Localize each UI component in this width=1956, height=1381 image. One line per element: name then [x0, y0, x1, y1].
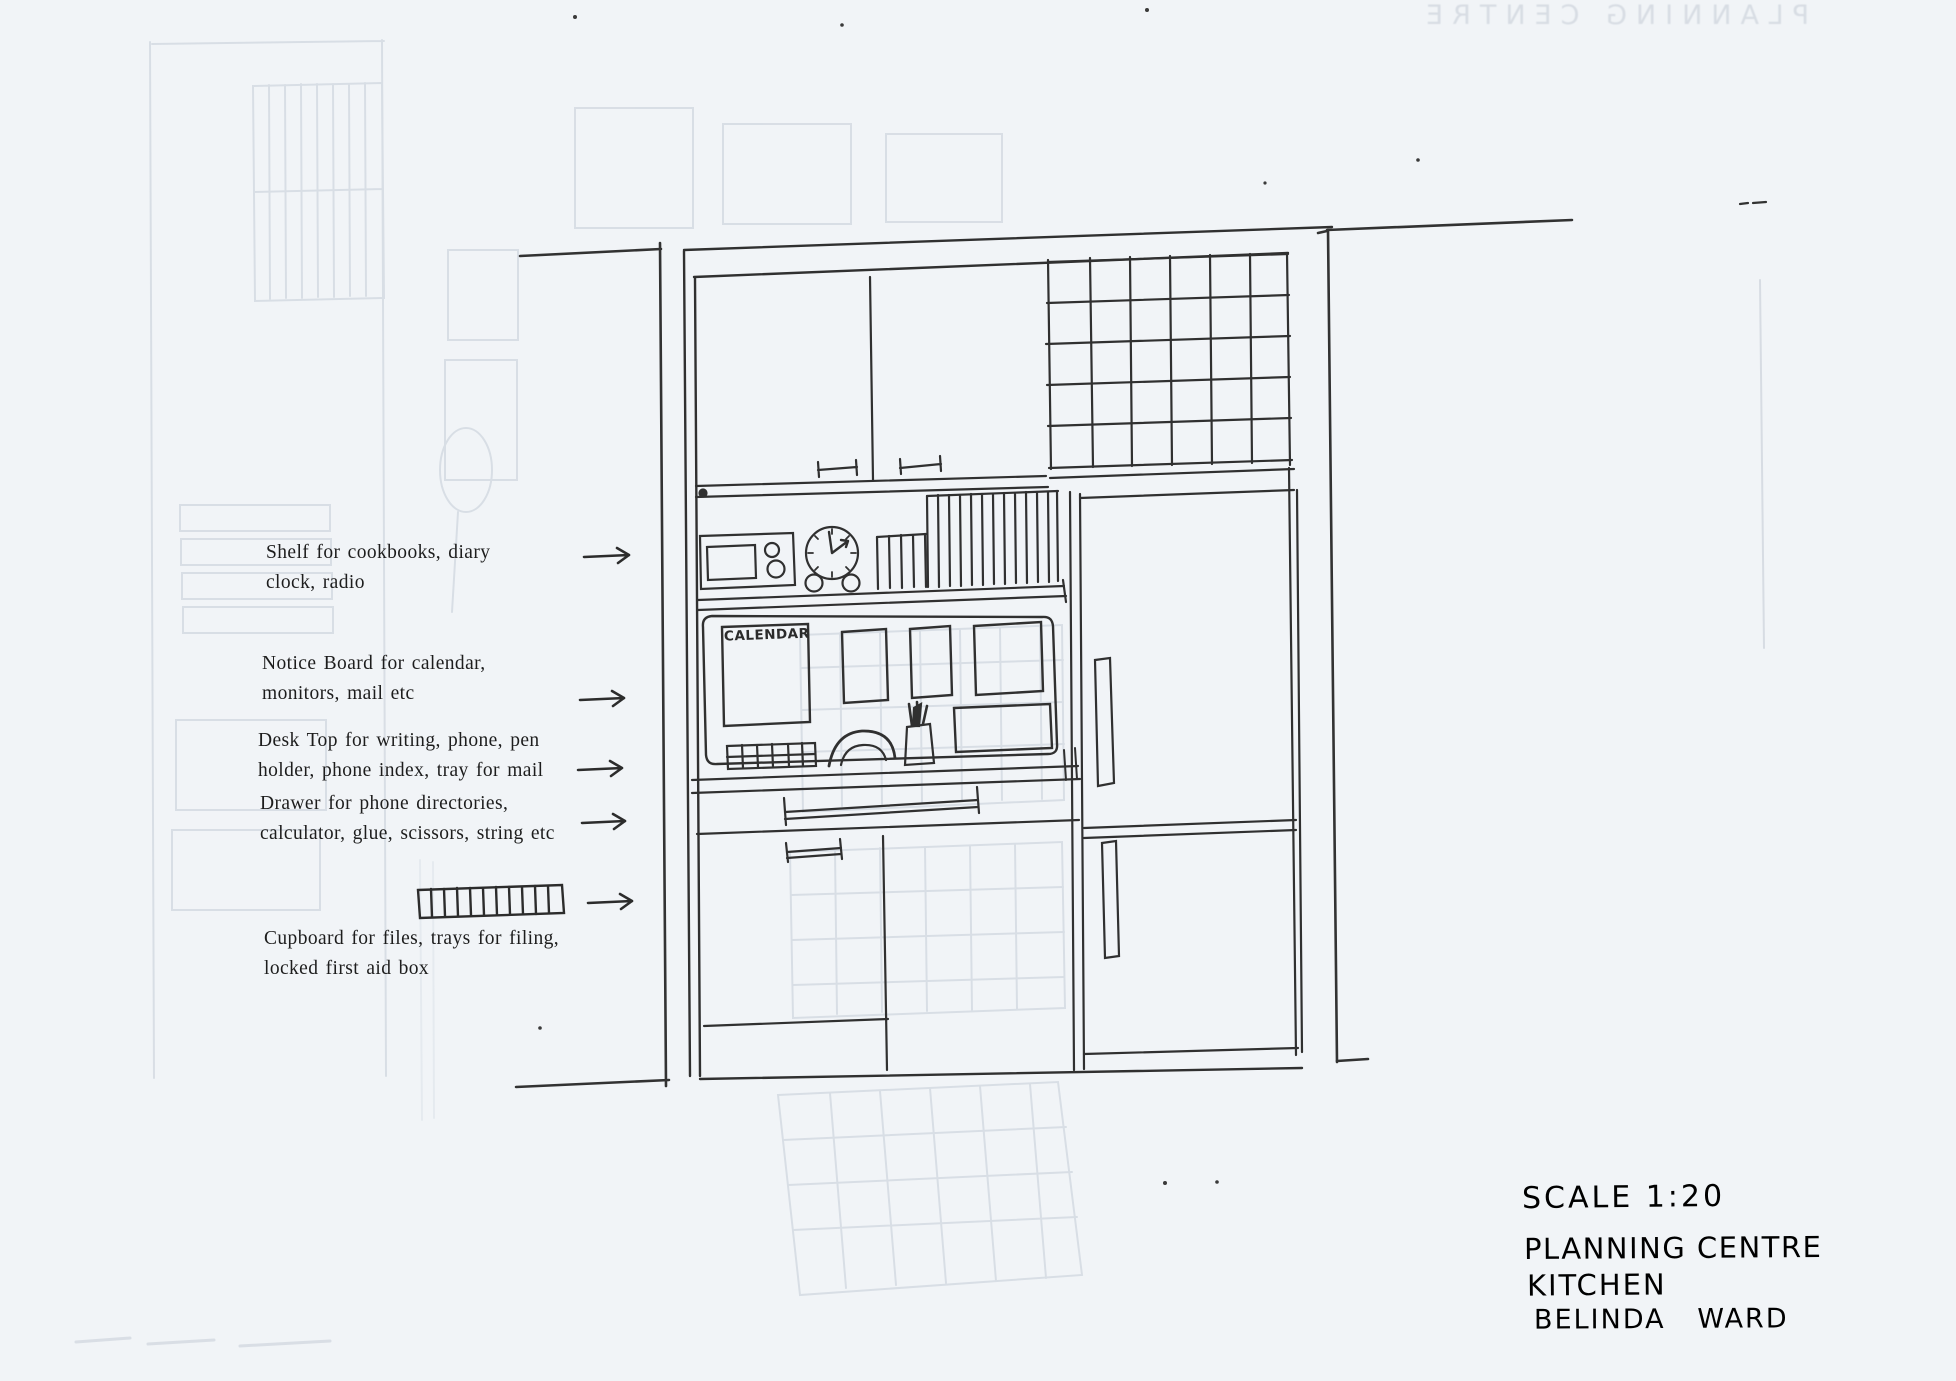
cabinet-handle-right	[900, 456, 941, 474]
arrow-notice-board	[580, 691, 624, 706]
base-cupboard	[704, 836, 888, 1070]
desk-top-items	[692, 702, 1080, 793]
label-cupboard	[264, 924, 559, 984]
label-shelf-line1: Shelf for cookbooks, diary	[266, 542, 491, 563]
label-shelf-line2: clock, radio	[266, 572, 365, 593]
project-title: PLANNING CENTRE	[1523, 1229, 1823, 1267]
cupboard-hatch-symbol	[418, 885, 564, 918]
scan-specks	[538, 8, 1420, 1185]
clock-icon	[806, 527, 860, 592]
ghost-title-bleed: PLANNING CENTRE	[1417, 0, 1809, 31]
author-name: BELINDA WARD	[1533, 1303, 1789, 1336]
phone-index-tray	[727, 743, 816, 769]
upper-cabinets	[696, 277, 1048, 497]
arrow-cupboard	[588, 894, 632, 909]
tall-door-handle-upper	[1095, 658, 1114, 786]
label-cupboard-line2: locked first aid box	[264, 958, 430, 979]
label-notice-board-line2: monitors, mail etc	[262, 683, 415, 704]
arrow-shelf	[584, 548, 629, 563]
cabinet-handle-left	[818, 460, 857, 477]
cookbooks	[877, 491, 1058, 589]
desk-drawer	[697, 787, 1079, 834]
leader-arrows	[578, 548, 632, 909]
label-desk-top-line1: Desk Top for writing, phone, pen	[258, 730, 540, 751]
label-drawer-line2: calculator, glue, scissors, string etc	[260, 823, 555, 844]
label-desk-top	[258, 726, 543, 786]
tall-cabinet	[1070, 468, 1302, 1070]
calendar-label: CALENDAR	[723, 625, 810, 645]
wine-rack	[1046, 253, 1294, 478]
arrow-drawer	[582, 814, 625, 829]
shelf-knob	[700, 490, 707, 497]
label-shelf	[266, 538, 490, 598]
open-shelf	[698, 490, 1066, 611]
label-drawer	[260, 789, 555, 849]
label-desk-top-line2: holder, phone index, tray for mail	[258, 760, 544, 781]
unit-outline	[684, 227, 1332, 1079]
label-cupboard-line1: Cupboard for files, trays for filing,	[264, 928, 560, 949]
label-drawer-line1: Drawer for phone directories,	[260, 793, 509, 814]
tall-door-handle-lower	[1102, 841, 1119, 958]
room-title: KITCHEN	[1526, 1267, 1667, 1303]
scale-note: SCALE 1:20	[1521, 1178, 1726, 1217]
arrow-desk-top	[578, 761, 622, 776]
label-notice-board-line1: Notice Board for calendar,	[262, 653, 486, 674]
microwave-icon	[700, 533, 795, 589]
pen-holder-icon	[905, 702, 934, 765]
label-notice-board	[262, 649, 486, 709]
